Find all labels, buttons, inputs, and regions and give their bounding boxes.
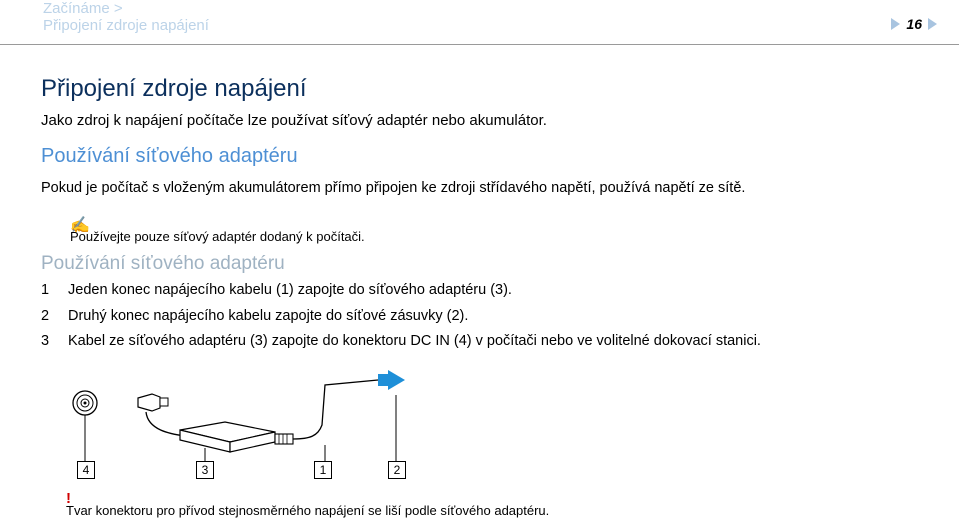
step-item xyxy=(41,308,468,324)
section-heading: Používání síťového adaptéru xyxy=(41,145,298,167)
callout-label: 3 xyxy=(196,461,214,479)
warning-icon: ! xyxy=(66,490,71,507)
page-navigation xyxy=(891,16,937,32)
step-number: 1 xyxy=(41,282,50,298)
intro-text: Jako zdroj k napájení počítače lze používat síťový adaptér nebo akumulátor. xyxy=(41,112,547,129)
step-text: Druhý konec napájecího kabelu zapojte do síťové zásuvky (2). xyxy=(68,308,469,324)
dc-plug-icon xyxy=(138,394,168,411)
next-page-icon[interactable] xyxy=(928,18,937,30)
step-item xyxy=(41,282,512,298)
callout-label: 1 xyxy=(314,461,332,479)
wall-plug-arrow-icon xyxy=(378,370,405,390)
step-number: 2 xyxy=(41,308,50,324)
dc-in-port-icon xyxy=(73,391,97,415)
step-item xyxy=(41,333,761,349)
page-title: Připojení zdroje napájení xyxy=(41,75,307,102)
header-divider xyxy=(0,44,959,45)
callout-label: 2 xyxy=(388,461,406,479)
prev-page-icon[interactable] xyxy=(891,18,900,30)
note-text: Používejte pouze síťový adaptér dodaný k počítači. xyxy=(70,229,365,244)
step-number: 3 xyxy=(41,333,50,349)
step-text: Kabel ze síťového adaptéru (3) zapojte do konektoru DC IN (4) v počítači nebo ve volitelné dokovací stanici. xyxy=(68,333,761,349)
breadcrumb-current[interactable]: Připojení zdroje napájení xyxy=(43,17,209,34)
power-connection-diagram xyxy=(60,370,420,485)
section-paragraph: Pokud je počítač s vloženým akumulátorem přímo připojen ke zdroji střídavého napětí, používá napětí ze sítě. xyxy=(41,180,746,196)
breadcrumb-parent[interactable]: Začínáme > xyxy=(43,0,123,17)
callout-label: 4 xyxy=(77,461,95,479)
procedure-heading: Používání síťového adaptéru xyxy=(41,253,285,274)
warning-text: Tvar konektoru pro přívod stejnosměrného napájení se liší podle síťového adaptéru. xyxy=(66,503,550,518)
ac-connector-icon xyxy=(275,434,293,444)
step-text: Jeden konec napájecího kabelu (1) zapojte do síťového adaptéru (3). xyxy=(68,282,512,298)
ac-adapter-icon xyxy=(180,422,275,452)
note-pencil-icon: ✍ xyxy=(70,217,90,234)
page-number: 16 xyxy=(906,16,922,32)
